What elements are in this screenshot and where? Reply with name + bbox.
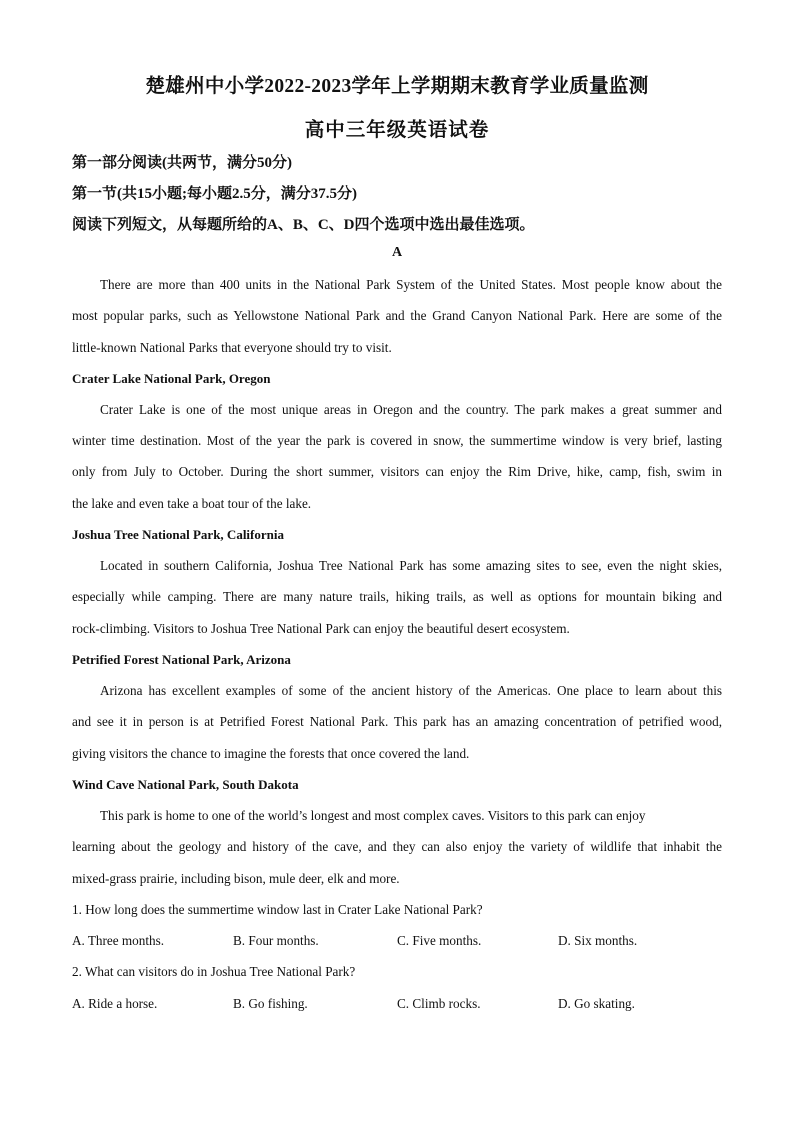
part-heading: 第一部分阅读(共两节，满分50分) [72, 155, 292, 171]
exam-subtitle: 高中三年级英语试卷 [304, 120, 490, 141]
passage-line: Arizona has excellent examples of some of the ancient history of the Americas. One place to learn about this [100, 683, 722, 698]
answer-option: A. Three months. [72, 933, 165, 948]
passage-line: the lake and even take a boat tour of the lake. [72, 496, 312, 511]
park-heading: Wind Cave National Park, South Dakota [72, 777, 299, 792]
passage-line: especially while camping. There are many nature trails, hiking trails, as well as options for mountain biking and [72, 589, 722, 604]
park-heading: Crater Lake National Park, Oregon [72, 371, 271, 386]
answer-option: B. Four months. [233, 933, 319, 948]
question-stem: 1. How long does the summertime window last in Crater Lake National Park? [72, 902, 483, 917]
passage-line: Located in southern California, Joshua Tree National Park has some amazing sites to see, even the night skies, [100, 558, 722, 573]
passage-line: little-known National Parks that everyone should try to visit. [72, 340, 392, 355]
passage-line: giving visitors the chance to imagine the forests that once covered the land. [72, 746, 470, 761]
passage-line: Crater Lake is one of the most unique areas in Oregon and the country. The park makes a great summer and [100, 402, 722, 417]
passage-line: There are more than 400 units in the National Park System of the United States. Most people know about the [100, 277, 722, 292]
passage-line: This park is home to one of the world’s longest and most complex caves. Visitors to this park can enjoy [100, 808, 646, 823]
passage-line: learning about the geology and history of the cave, and they can also enjoy the variety of wildlife that inhabit the [72, 839, 722, 854]
passage-line: only from July to October. During the short summer, visitors can enjoy the Rim Drive, hike, camp, fish, swim in [72, 464, 722, 479]
passage-label: A [391, 245, 403, 260]
answer-option: D. Go skating. [558, 996, 635, 1011]
instruction: 阅读下列短文，从每题所给的A、B、C、D四个选项中选出最佳选项。 [72, 217, 535, 233]
answer-option: C. Five months. [397, 933, 482, 948]
park-heading: Petrified Forest National Park, Arizona [72, 652, 291, 667]
passage-line: mixed-grass prairie, including bison, mule deer, elk and more. [72, 871, 400, 886]
answer-option: C. Climb rocks. [397, 996, 481, 1011]
section-heading: 第一节(共15小题;每小题2.5分，满分37.5分) [72, 186, 357, 202]
exam-title: 楚雄州中小学2022-2023学年上学期期末教育学业质量监测 [145, 76, 649, 97]
answer-option: A. Ride a horse. [72, 996, 158, 1011]
question-stem: 2. What can visitors do in Joshua Tree National Park? [72, 964, 356, 979]
passage-line: winter time destination. Most of the year the park is covered in snow, the summertime window is very brief, lasting [72, 433, 722, 448]
answer-option: D. Six months. [558, 933, 638, 948]
passage-line: and see it in person is at Petrified Forest National Park. This park has an amazing concentration of petrified wood, [72, 714, 722, 729]
park-heading: Joshua Tree National Park, California [72, 527, 284, 542]
answer-option: B. Go fishing. [233, 996, 308, 1011]
passage-line: rock-climbing. Visitors to Joshua Tree National Park can enjoy the beautiful desert ecosystem. [72, 621, 570, 636]
passage-line: most popular parks, such as Yellowstone National Park and the Grand Canyon National Park. Here are some of the [72, 308, 722, 323]
